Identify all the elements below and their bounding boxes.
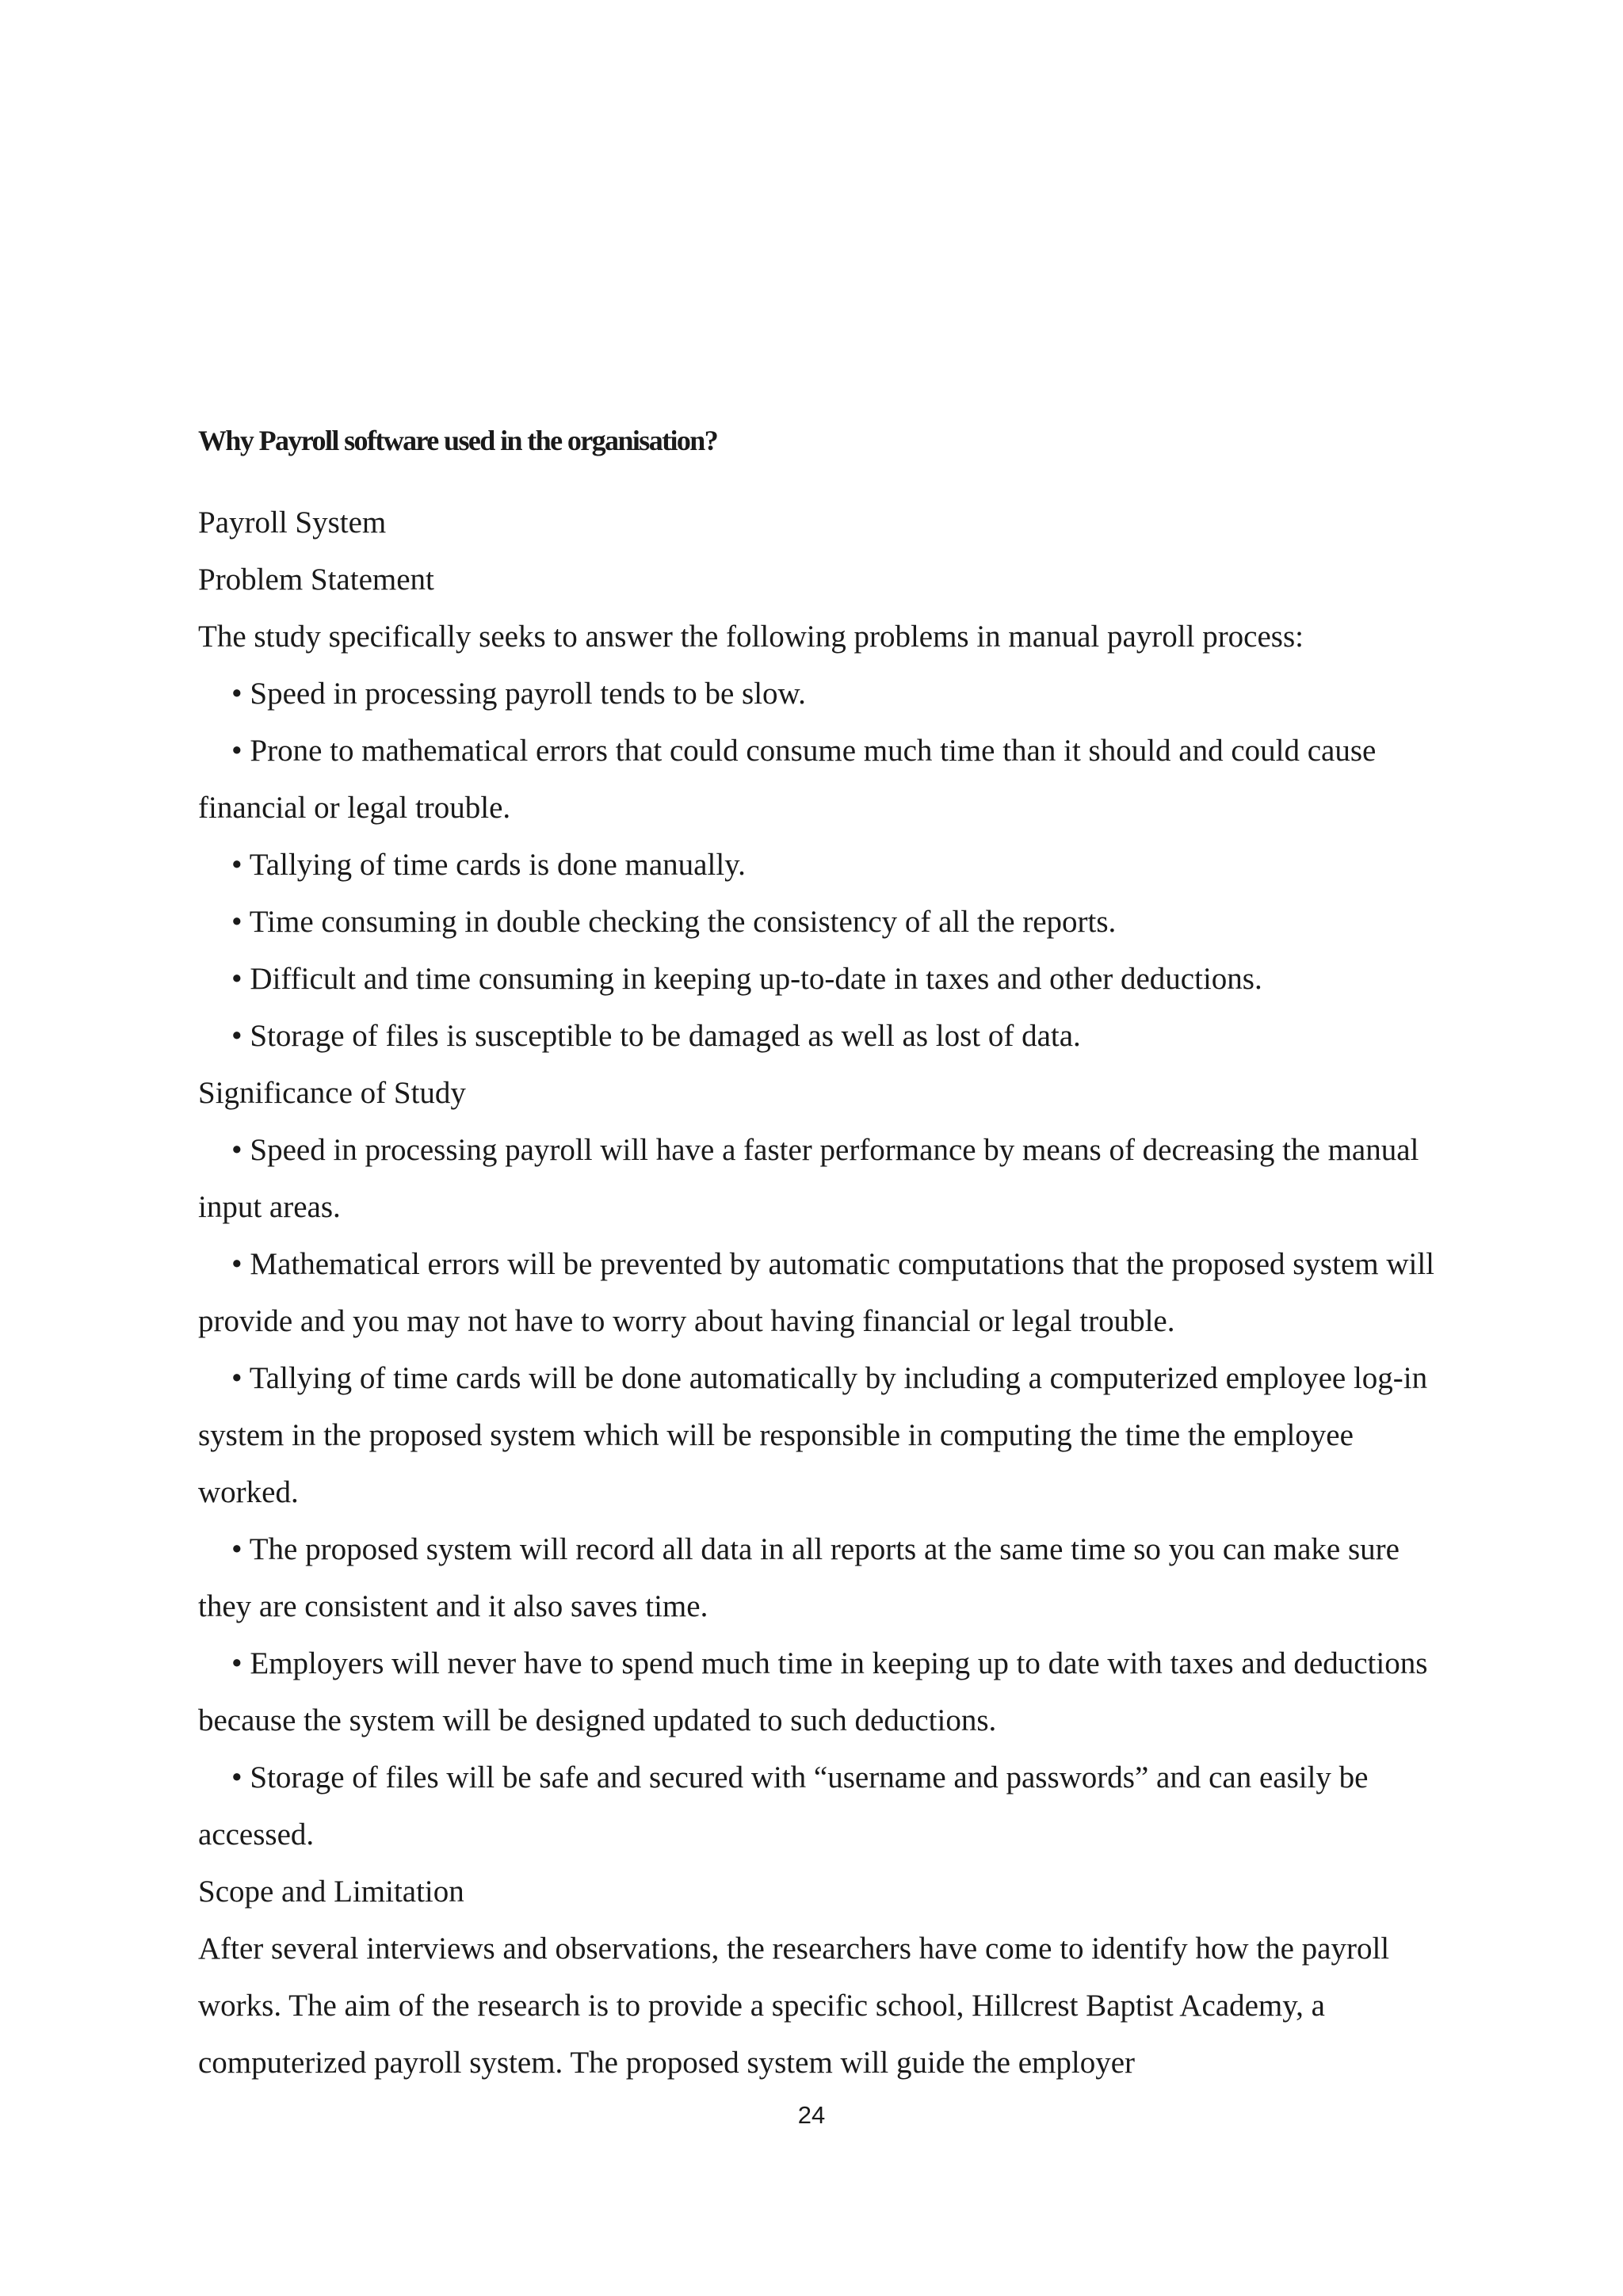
title-scope: Scope and Limitation	[198, 1875, 464, 1909]
scope-paragraph: After several interviews and observations, the researchers have come to identify how the payroll works. The aim of the research is to provide a specific school, Hillcrest Baptist Academy, a computerized payroll system. The proposed system will guide the employer	[198, 1932, 1390, 2080]
significance-item: • Storage of files will be safe and secured with “username and passwords” and can easily be accessed.	[198, 1760, 1369, 1852]
title-significance: Significance of Study	[198, 1076, 466, 1110]
problem-item: • Storage of files is susceptible to be damaged as well as lost of data.	[231, 1019, 1081, 1053]
study-intro: The study specifically seeks to answer the following problems in manual payroll process:	[198, 620, 1304, 654]
problem-item: • Prone to mathematical errors that could consume much time than it should and could cause financial or legal trouble.	[198, 734, 1377, 825]
problem-item: • Speed in processing payroll tends to be slow.	[231, 677, 806, 711]
problem-item: • Difficult and time consuming in keeping up-to-date in taxes and other deductions.	[231, 962, 1262, 996]
significance-item: • Speed in processing payroll will have a faster performance by means of decreasing the manual input areas.	[198, 1133, 1419, 1224]
page-content	[198, 412, 1434, 2092]
page-number: 24	[797, 2101, 826, 2129]
significance-item: • Tallying of time cards will be done automatically by including a computerized employee log-in system in the proposed system which will be responsible in computing the time the employee worked.	[198, 1361, 1428, 1509]
problem-item: • Time consuming in double checking the consistency of all the reports.	[231, 905, 1117, 939]
problem-item: • Tallying of time cards is done manually.	[231, 848, 746, 882]
title-problem-statement: Problem Statement	[198, 563, 434, 597]
significance-item: • Mathematical errors will be prevented by automatic computations that the proposed system will provide and you may not have to worry about having financial or legal trouble.	[198, 1247, 1435, 1338]
section-heading: Why Payroll software used in the organisation?	[198, 425, 718, 456]
significance-item: • The proposed system will record all data in all reports at the same time so you can make sure they are consistent and it also saves time.	[198, 1532, 1400, 1623]
significance-item: • Employers will never have to spend much time in keeping up to date with taxes and deductions because the system will be designed updated to such deductions.	[198, 1646, 1428, 1737]
title-payroll-system: Payroll System	[198, 505, 387, 540]
